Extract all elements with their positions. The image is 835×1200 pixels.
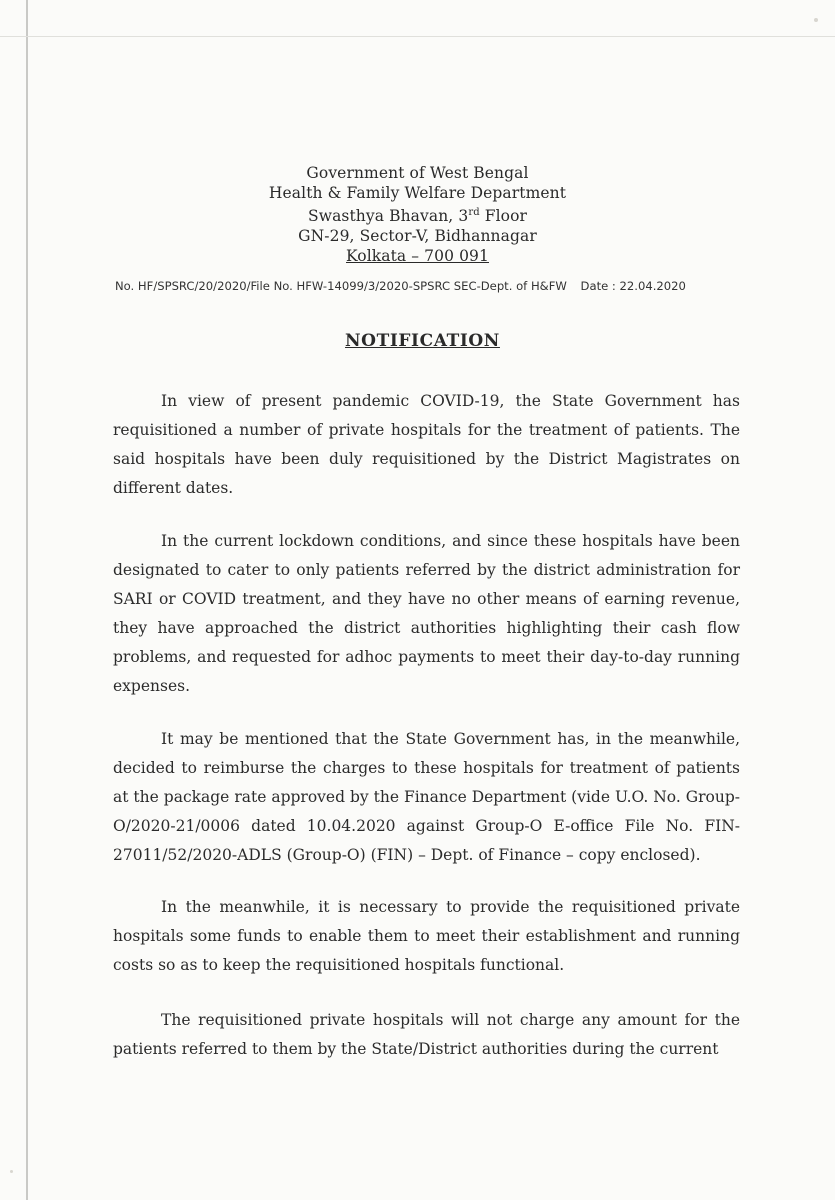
letterhead-department: Health & Family Welfare Department bbox=[268, 184, 567, 202]
paragraph-3: It may be mentioned that the State Government has, in the meanwhile, decided to reimburse the charges to these hospitals for treatment of patients at the package rate approved by the Finance Department (vide U.O. No. Group-O/2020-21/0006 dated 10.04.2020 against Group-O E-office File No. FIN-27011/52/2020-ADLS (Group-O) (FIN) – Dept. of Finance – copy enclosed). bbox=[113, 730, 740, 864]
letterhead bbox=[0, 163, 835, 266]
scan-edge-top bbox=[0, 36, 835, 37]
paragraph-5: The requisitioned private hospitals will not charge any amount for the patients referred to them by the State/District authorities during the current bbox=[113, 1011, 740, 1058]
reference-line bbox=[115, 279, 735, 293]
reference-number: No. HF/SPSRC/20/2020/File No. HFW-14099/3/2020-SPSRC SEC-Dept. of H&FW bbox=[115, 279, 567, 293]
scan-speck bbox=[814, 18, 818, 22]
letterhead-city: Kolkata – 700 091 bbox=[346, 247, 489, 266]
floor-ordinal: rd bbox=[468, 207, 480, 218]
letterhead-address: GN-29, Sector-V, Bidhannagar bbox=[298, 227, 537, 246]
document-title: NOTIFICATION bbox=[345, 331, 500, 351]
paragraph-4: In the meanwhile, it is necessary to provide the requisitioned private hospitals some funds to enable them to meet their establishment and running costs so as to keep the requisitioned hospitals functional. bbox=[113, 898, 740, 974]
reference-date: Date : 22.04.2020 bbox=[580, 279, 686, 293]
paragraph-1: In view of present pandemic COVID-19, the State Government has requisitioned a number of private hospitals for the treatment of patients. The said hospitals have been duly requisitioned by the District Magistrates on different dates. bbox=[113, 392, 740, 497]
paragraph-2: In the current lockdown conditions, and since these hospitals have been designated to cater to only patients referred by the district administration for SARI or COVID treatment, and they have no other means of earning revenue, they have approached the district authorities highlighting their cash flow problems, and requested for adhoc payments to meet their day-to-day running expenses. bbox=[113, 532, 740, 695]
building-name: Swasthya Bhavan, 3 bbox=[307, 207, 469, 226]
letterhead-building bbox=[0, 203, 835, 226]
letterhead-government: Government of West Bengal bbox=[306, 164, 529, 182]
floor-label: Floor bbox=[479, 207, 528, 226]
scan-speck bbox=[10, 1170, 13, 1173]
